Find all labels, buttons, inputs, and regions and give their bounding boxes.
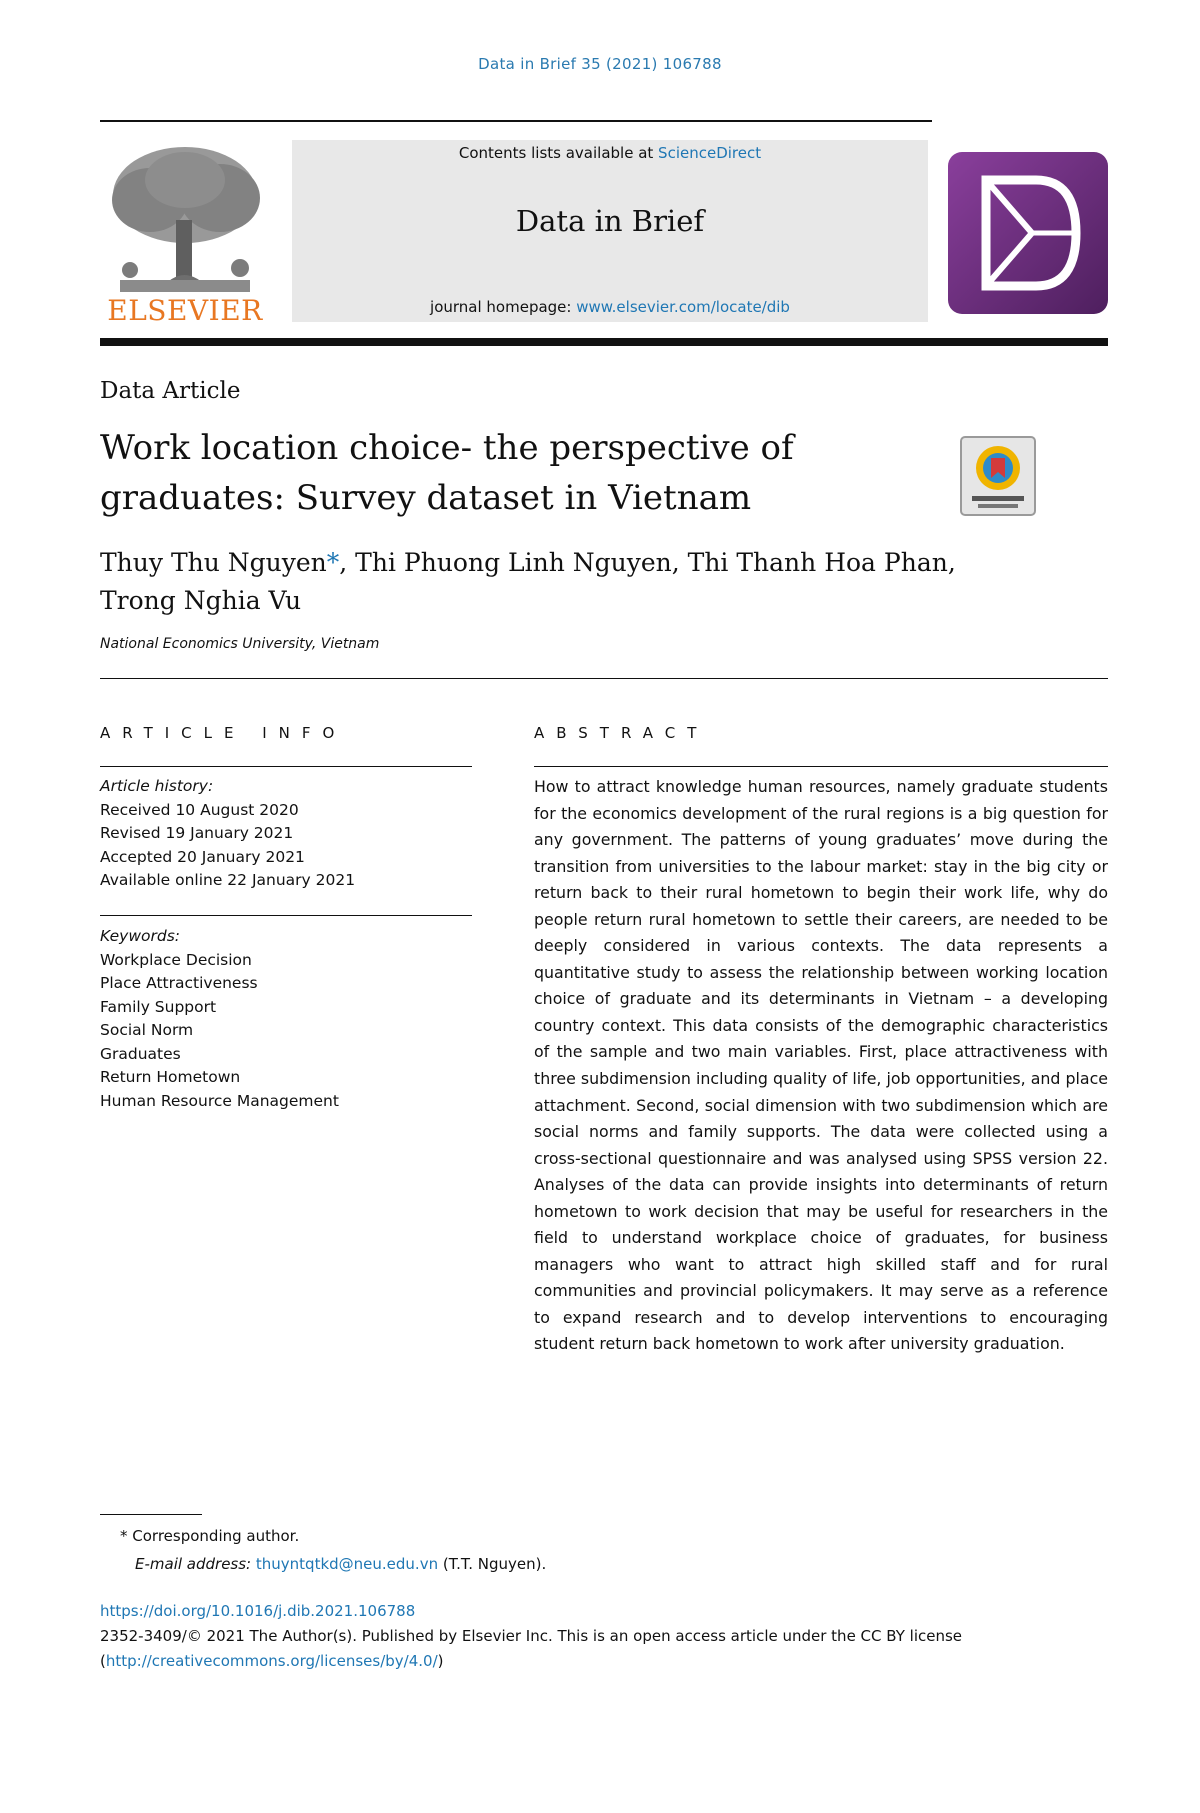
journal-citation[interactable]: Data in Brief 35 (2021) 106788 [478,55,722,73]
email-link[interactable]: thuyntqtkd@neu.edu.vn [255,1555,439,1573]
sciencedirect-link[interactable]: ScienceDirect [658,144,762,162]
abstract-body: How to attract knowledge human resources, namely graduate students for the economics development of the rural regions is a big question for any government. The patterns of young graduates’ move during the transition from universities to the labour market: stay in the big city or return back to their rural hometown to begin their work life, why do people return rural hometown to settle their careers, are needed to be deeply considered in various contexts. The data represents a quantitative study to assess the relationship between working location choice of graduate and its determinants in Vietnam – a developing country context. This data consists of the demographic characteristics of the sample and two main variables. First, place attractiveness with three subdimension including quality of life, job opportunities, and place attachment. Second, social dimension with two subdimension which are social norms and family supports. The data were collected using a cross-sectional questionnaire and was analysed using SPSS version 22. Analyses of the data can provide insights into determinants of return hometown to work decision that may be useful for researchers in the field to understand workplace choice of graduates, for business managers who want to attract high skilled staff and for rural communities and provincial policymakers. It may serve as a reference to expand research and to develop interventions to encouraging student return back hometown to work after university graduation. [534,777,1108,1354]
keyword-item: Social Norm [100,1021,194,1039]
footnote-text: Corresponding author. [132,1527,300,1545]
keywords-list [100,925,339,1113]
keywords-label: Keywords: [100,927,180,945]
keyword-item: Place Attractiveness [100,974,258,992]
email-suffix: (T.T. Nguyen). [438,1555,547,1573]
history-label: Article history: [100,777,214,795]
check-for-updates-badge[interactable] [960,436,1036,516]
data-in-brief-logo [948,152,1108,314]
article-info-rule [100,766,472,767]
footnote-rule [100,1514,202,1515]
corresponding-author-marker[interactable]: * [326,548,340,577]
authors-line-2: Trong Nghia Vu [100,586,302,615]
article-title-line-2: graduates: Survey dataset in Vietnam [100,478,752,518]
contents-line [292,144,928,162]
keyword-item: Return Hometown [100,1068,241,1086]
homepage-prefix: journal homepage: [430,298,577,316]
keyword-item: Human Resource Management [100,1091,339,1110]
homepage-line [292,298,928,316]
license-open-paren: ( [100,1652,106,1670]
authors-rest: , Thi Phuong Linh Nguyen, Thi Thanh Hoa Phan, [339,548,956,577]
article-title-line-1: Work location choice- the perspective of [100,428,794,468]
article-info-heading: ARTICLE INFO [100,724,347,742]
authors-line-1 [100,548,956,577]
license-close-paren: ) [437,1652,444,1670]
affiliation: National Economics University, Vietnam [100,636,380,652]
footnote-marker: * [120,1527,128,1545]
email-footnote [135,1555,546,1573]
abstract-heading: ABSTRACT [534,724,709,742]
corresponding-footnote [120,1527,299,1545]
article-history [100,775,355,893]
top-rule [100,120,932,122]
keyword-item: Family Support [100,997,217,1016]
journal-title: Data in Brief [515,204,705,238]
article-type: Data Article [100,378,241,404]
history-received: Received 10 August 2020 [100,800,299,819]
keywords-rule [100,915,472,916]
email-label: E-mail address: [135,1555,256,1573]
keyword-item: Graduates [100,1044,181,1063]
keyword-item: Workplace Decision [100,950,252,969]
license-text: 2352-3409/© 2021 The Author(s). Published by Elsevier Inc. This is an open access article under the CC BY license [100,1627,963,1645]
license-link-line [100,1652,444,1670]
abstract-rule [534,766,1108,767]
author-corresponding: Thuy Thu Nguyen [100,548,327,577]
journal-homepage-link[interactable]: www.elsevier.com/locate/dib [576,298,790,316]
history-accepted: Accepted 20 January 2021 [100,847,305,866]
doi-link[interactable]: https://doi.org/10.1016/j.dib.2021.106788 [100,1602,416,1620]
history-online: Available online 22 January 2021 [100,871,356,889]
publisher-name: ELSEVIER [107,294,263,327]
header-thick-rule [100,338,1108,346]
info-rule [100,678,1108,679]
cc-license-link[interactable]: http://creativecommons.org/licenses/by/4.0/ [105,1652,438,1670]
contents-prefix: Contents lists available at [458,144,659,162]
history-revised: Revised 19 January 2021 [100,824,294,842]
